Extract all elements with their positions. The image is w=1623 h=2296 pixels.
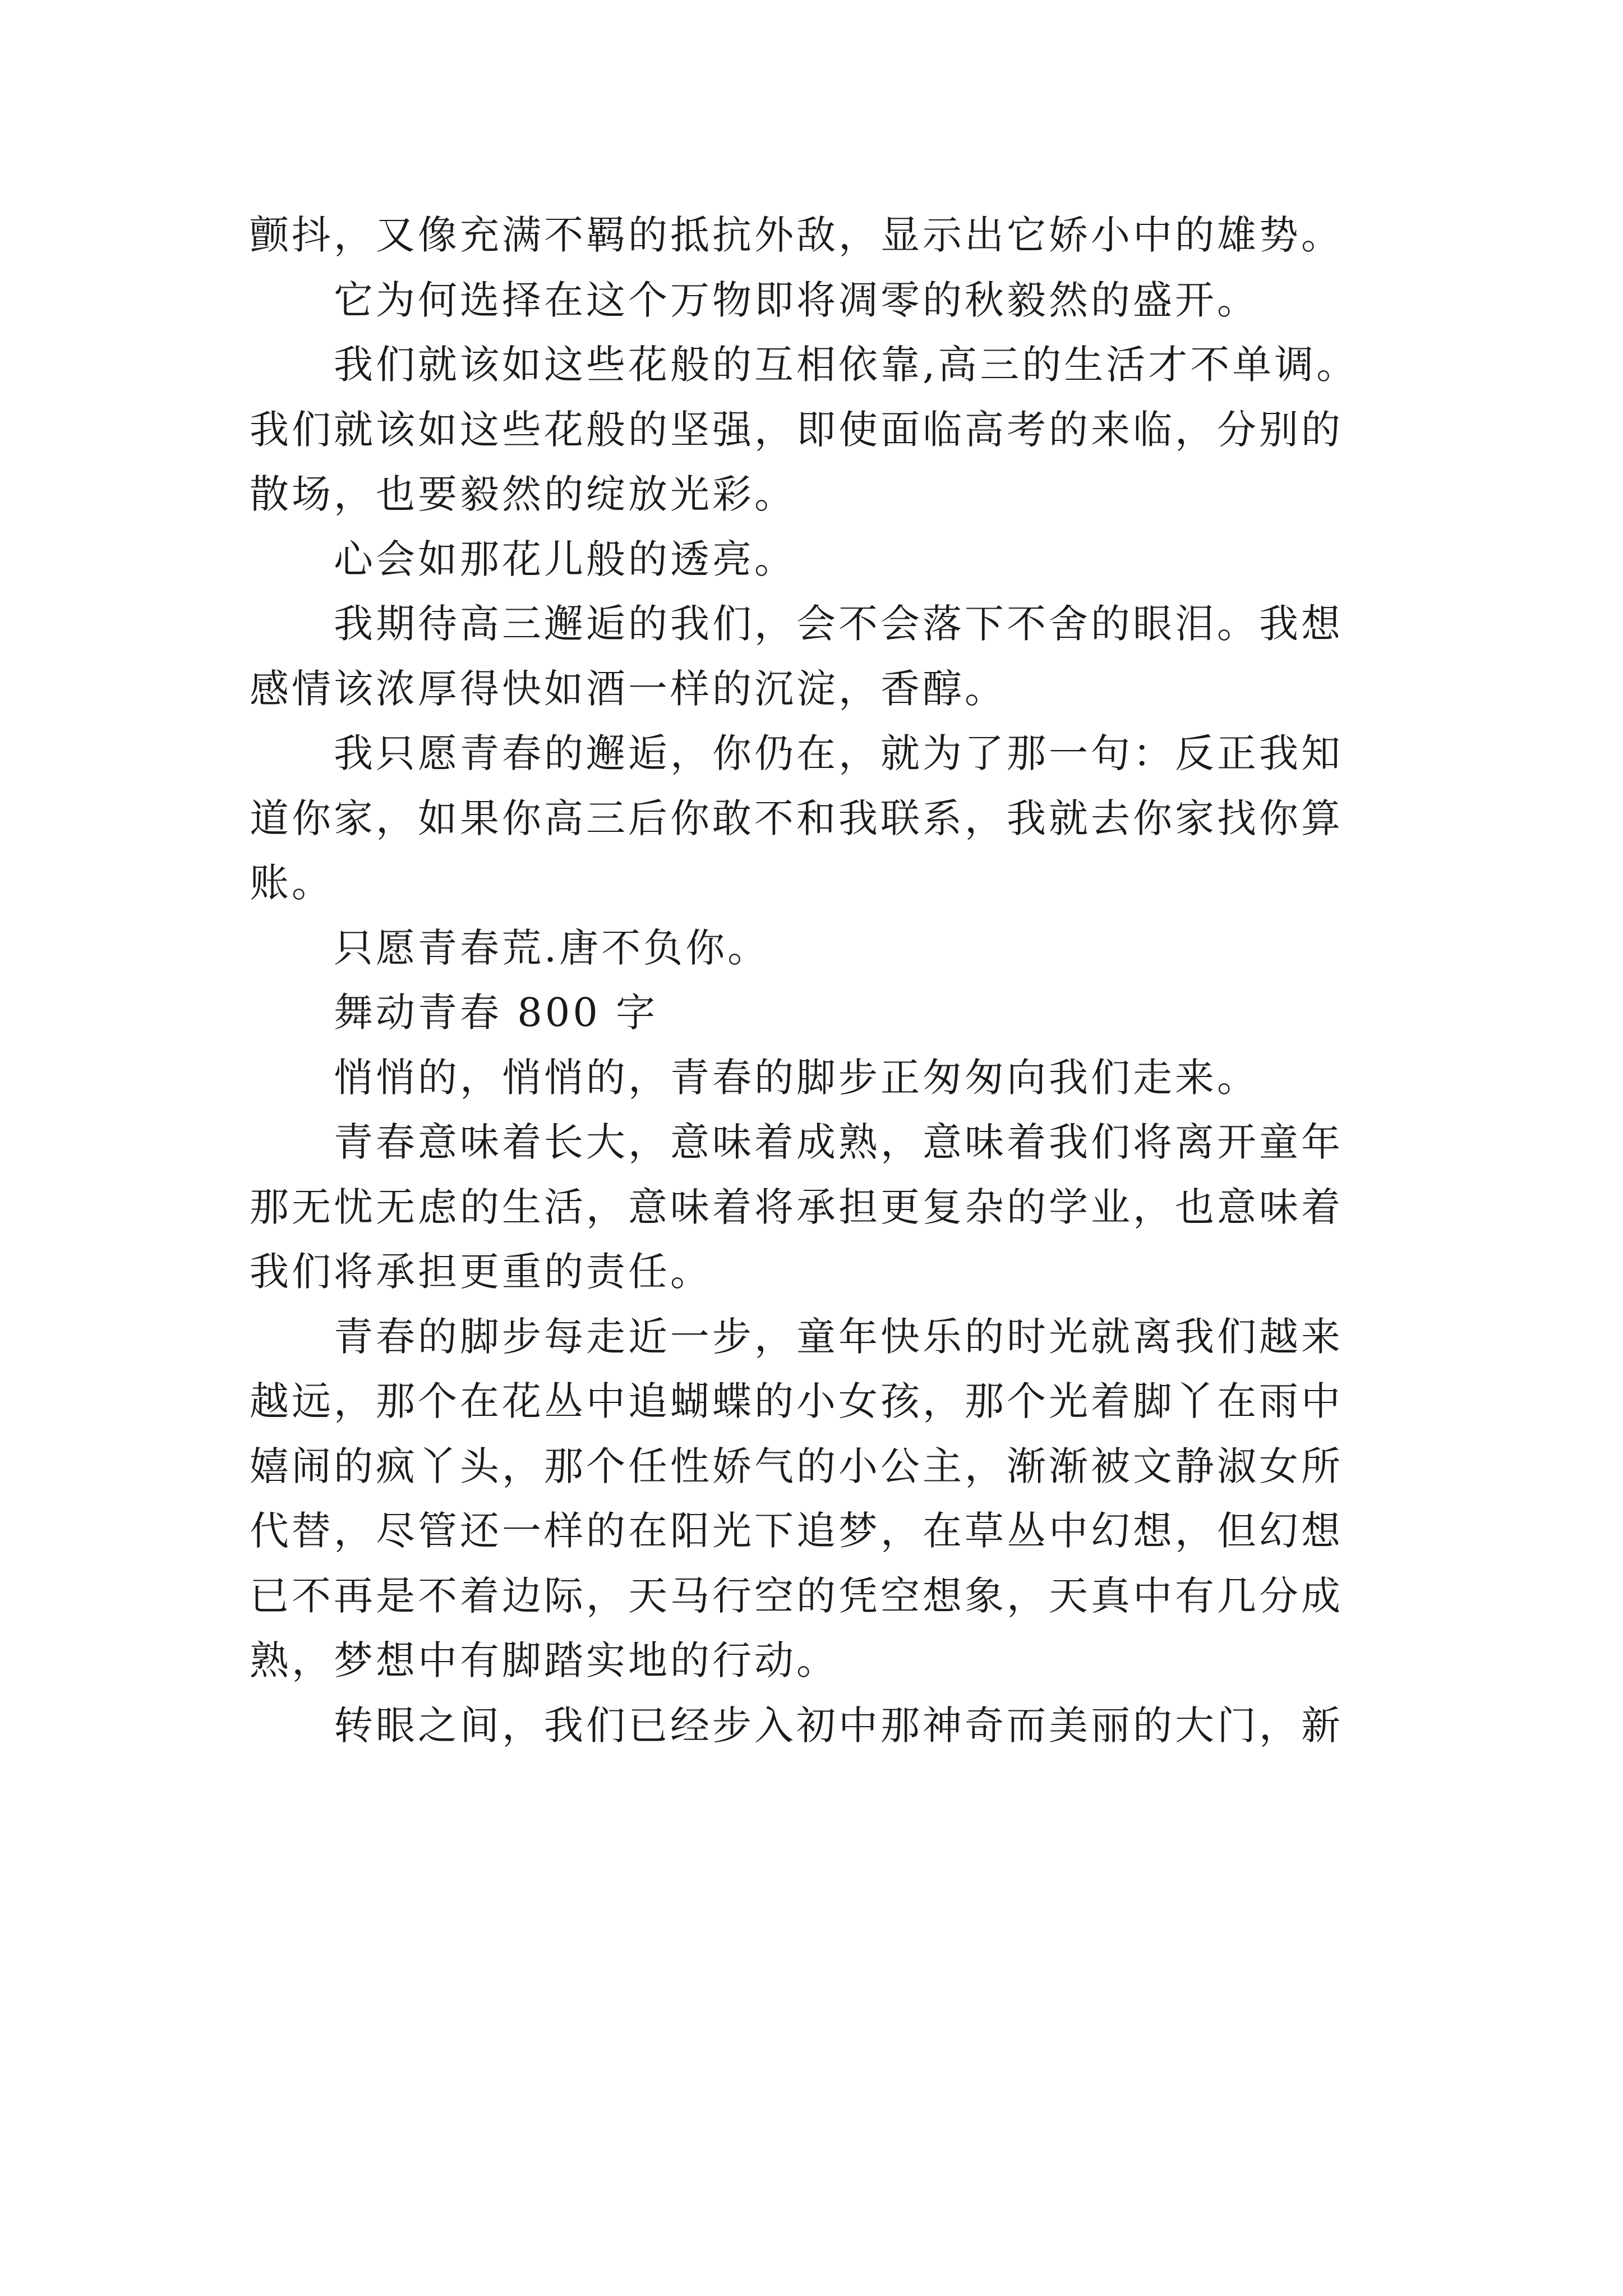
text-line: 散场，也要毅然的绽放光彩。	[250, 471, 796, 517]
text-line: 我期待高三邂逅的我们，会不会落下不舍的眼泪。我想	[334, 601, 1343, 647]
text-line: 青春意味着长大，意味着成熟，意味着我们将离开童年	[334, 1119, 1343, 1165]
text-line: 感情该浓厚得快如酒一样的沉淀，香醇。	[250, 665, 1007, 712]
text-line: 青春的脚步每走近一步，童年快乐的时光就离我们越来	[334, 1313, 1343, 1360]
text-line: 我只愿青春的邂逅，你仍在，就为了那一句：反正我知	[334, 730, 1343, 776]
section-heading: 舞动青春 800 字	[334, 990, 658, 1036]
text-line: 它为何选择在这个万物即将凋零的秋毅然的盛开。	[334, 277, 1259, 323]
text-line: 那无忧无虑的生活，意味着将承担更复杂的学业，也意味着	[250, 1184, 1343, 1230]
text-line: 颤抖，又像充满不羁的抵抗外敌，显示出它娇小中的雄势。	[250, 212, 1343, 258]
text-line: 嬉闹的疯丫头，那个任性娇气的小公主，渐渐被文静淑女所	[250, 1443, 1343, 1489]
text-line: 心会如那花儿般的透亮。	[334, 536, 796, 582]
text-line: 我们就该如这些花般的互相依靠,高三的生活才不单调。	[334, 342, 1359, 388]
text-line: 我们就该如这些花般的坚强，即使面临高考的来临，分别的	[250, 406, 1343, 453]
text-line: 代替，尽管还一样的在阳光下追梦，在草丛中幻想，但幻想	[250, 1508, 1343, 1554]
text-line: 道你家，如果你高三后你敢不和我联系，我就去你家找你算	[250, 795, 1343, 841]
document-body	[250, 203, 1427, 1758]
text-line: 只愿青春荒.唐不负你。	[334, 924, 770, 971]
text-line: 已不再是不着边际，天马行空的凭空想象，天真中有几分成	[250, 1572, 1343, 1619]
text-line: 悄悄的，悄悄的，青春的脚步正匆匆向我们走来。	[334, 1054, 1259, 1101]
text-line: 熟，梦想中有脚踏实地的行动。	[250, 1637, 838, 1683]
text-line: 越远，那个在花丛中追蝴蝶的小女孩，那个光着脚丫在雨中	[250, 1378, 1343, 1424]
text-line: 我们将承担更重的责任。	[250, 1249, 712, 1295]
text-line: 账。	[250, 860, 334, 906]
text-line: 转眼之间，我们已经步入初中那神奇而美丽的大门，新	[334, 1702, 1343, 1749]
